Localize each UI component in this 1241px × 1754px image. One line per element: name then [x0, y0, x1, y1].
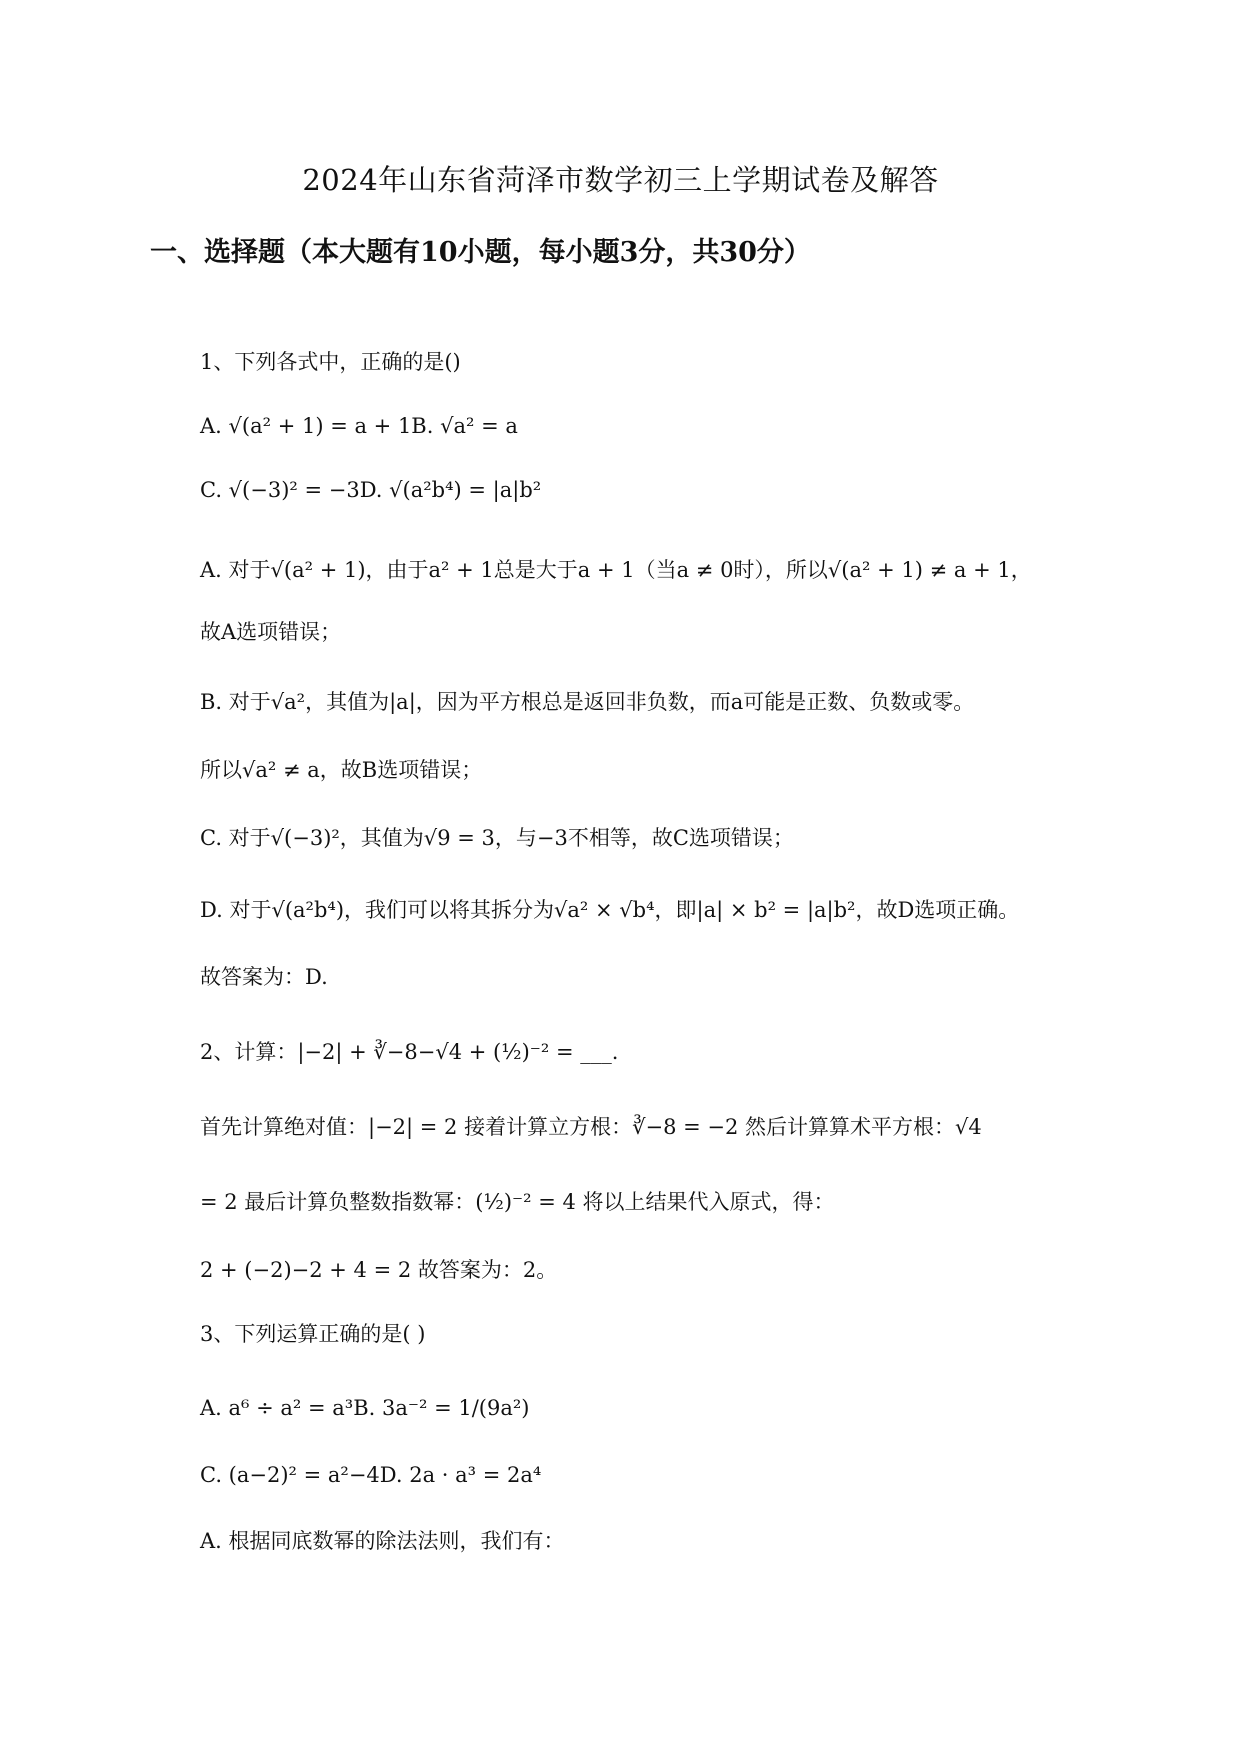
question-1-answer: 故答案为：D.	[200, 965, 328, 989]
question-2-solution-1: 首先计算绝对值：|−2| = 2 接着计算立方根：∛−8 = −2 然后计算算术平方根：√4	[200, 1115, 982, 1139]
question-1-solution-c: C. 对于√(−3)²，其值为√9 = 3，与−3不相等，故C选项错误；	[200, 826, 794, 850]
document-title: 2024年山东省菏泽市数学初三上学期试卷及解答	[302, 163, 939, 197]
question-1-solution-b-1: B. 对于√a²，其值为|a|，因为平方根总是返回非负数，而a可能是正数、负数或零。	[200, 690, 975, 714]
question-3-options-ab: A. a⁶ ÷ a² = a³B. 3a⁻² = 1/(9a²)	[200, 1396, 530, 1420]
question-1-solution-b-2: 所以√a² ≠ a，故B选项错误；	[200, 758, 483, 782]
section-heading: 一、选择题（本大题有10小题，每小题3分，共30分）	[150, 237, 811, 268]
question-3-options-cd: C. (a−2)² = a²−4D. 2a · a³ = 2a⁴	[200, 1463, 542, 1487]
question-2-stem: 2、计算：|−2| + ∛−8−√4 + (½)⁻² = ___.	[200, 1040, 619, 1064]
question-1-solution-a-1: A. 对于√(a² + 1)，由于a² + 1总是大于a + 1（当a ≠ 0时），所以√(a² + 1) ≠ a + 1，	[200, 558, 1032, 582]
question-2-answer: 2 + (−2)−2 + 4 = 2 故答案为：2。	[200, 1258, 558, 1282]
question-1-solution-d: D. 对于√(a²b⁴)，我们可以将其拆分为√a² × √b⁴，即|a| × b² = |a|b²，故D选项正确。	[200, 898, 1020, 922]
question-3-solution-a: A. 根据同底数幂的除法法则，我们有：	[200, 1529, 565, 1553]
question-2-solution-2: = 2 最后计算负整数指数幂：(½)⁻² = 4 将以上结果代入原式，得：	[200, 1190, 835, 1214]
question-1-options-ab: A. √(a² + 1) = a + 1B. √a² = a	[200, 414, 518, 438]
question-1-options-cd: C. √(−3)² = −3D. √(a²b⁴) = |a|b²	[200, 478, 542, 502]
question-3-stem: 3、下列运算正确的是( )	[200, 1322, 426, 1346]
question-1-stem: 1、下列各式中，正确的是()	[200, 350, 461, 374]
question-1-solution-a-2: 故A选项错误；	[200, 620, 342, 644]
